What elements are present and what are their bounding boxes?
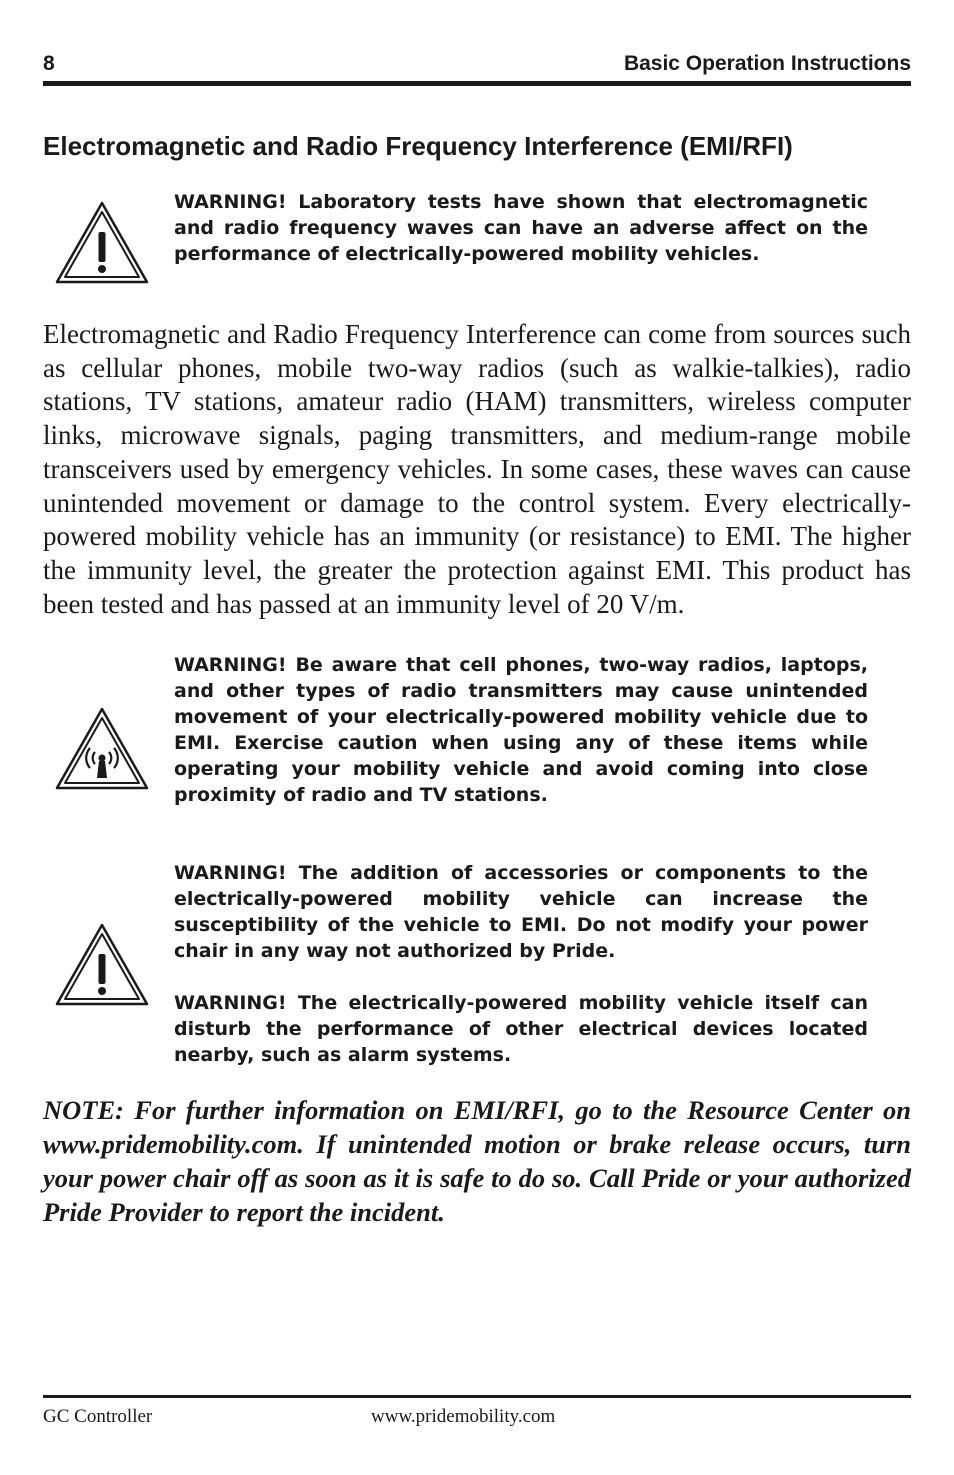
header-title: Basic Operation Instructions [623,52,911,75]
footer-divider [43,1395,911,1398]
emi-body-paragraph: Electromagnetic and Radio Frequency Interference can come from sources such as cellular phones, mobile two-way radios (such as walkie-talkies), radio stations, TV stations, amateur radio (HAM) transmitters, wireless computer links, microwave signals, paging transmitters, and medium-range mobile transceivers used by emergency vehicles. In some cases, these waves can cause unintended movement or damage to the control system. Every electrically-powered mobility vehicle has an immunity (or resistance) to EMI. The higher the immunity level, the greater the protection against EMI. This product has been tested and has passed at an immunity level of 20 V/m. [43,319,911,619]
section-title: Electromagnetic and Radio Frequency Interference (EMI/RFI) [43,131,793,161]
warning-text-disturb-devices: WARNING! The electrically-powered mobility vehicle itself can disturb the performance of other electrical devices located nearby, such as alarm systems. [174,992,868,1066]
footer-product-name: GC Controller [43,1406,153,1427]
header-divider [43,81,911,86]
warning-text-cell-phones: WARNING! Be aware that cell phones, two-way radios, laptops, and other types of radio transmitters may cause unintended movement of your electrically-powered mobility vehicle due to EMI. Exercise caution when using any of these items while operating your mobility vehicle and avoid coming into close proximity of radio and TV stations. [174,654,868,806]
footer-website: www.pridemobility.com [371,1406,556,1427]
warning-text-accessories: WARNING! The addition of accessories or components to the electrically-powered mobility vehicle can increase the susceptibility of the vehicle to EMI. Do not modify your power chair in any way not authorized by Pride. [174,862,868,962]
page-header [43,52,911,82]
radio-wave-warning-icon [54,706,150,792]
warning-text-lab-tests: WARNING! Laboratory tests have shown that electromagnetic and radio frequency waves can have an adverse affect on the performance of electrically-powered mobility vehicles. [174,191,868,265]
exclamation-warning-icon [54,922,150,1008]
page-number: 8 [43,52,55,75]
note-paragraph: NOTE: For further information on EMI/RFI, go to the Resource Center on www.pridemobility.com. If unintended motion or brake release occurs, turn your power chair off as soon as it is safe to do so. Call Pride or your authorized Pride Provider to report the incident. [43,1095,911,1227]
exclamation-warning-icon [54,200,150,286]
